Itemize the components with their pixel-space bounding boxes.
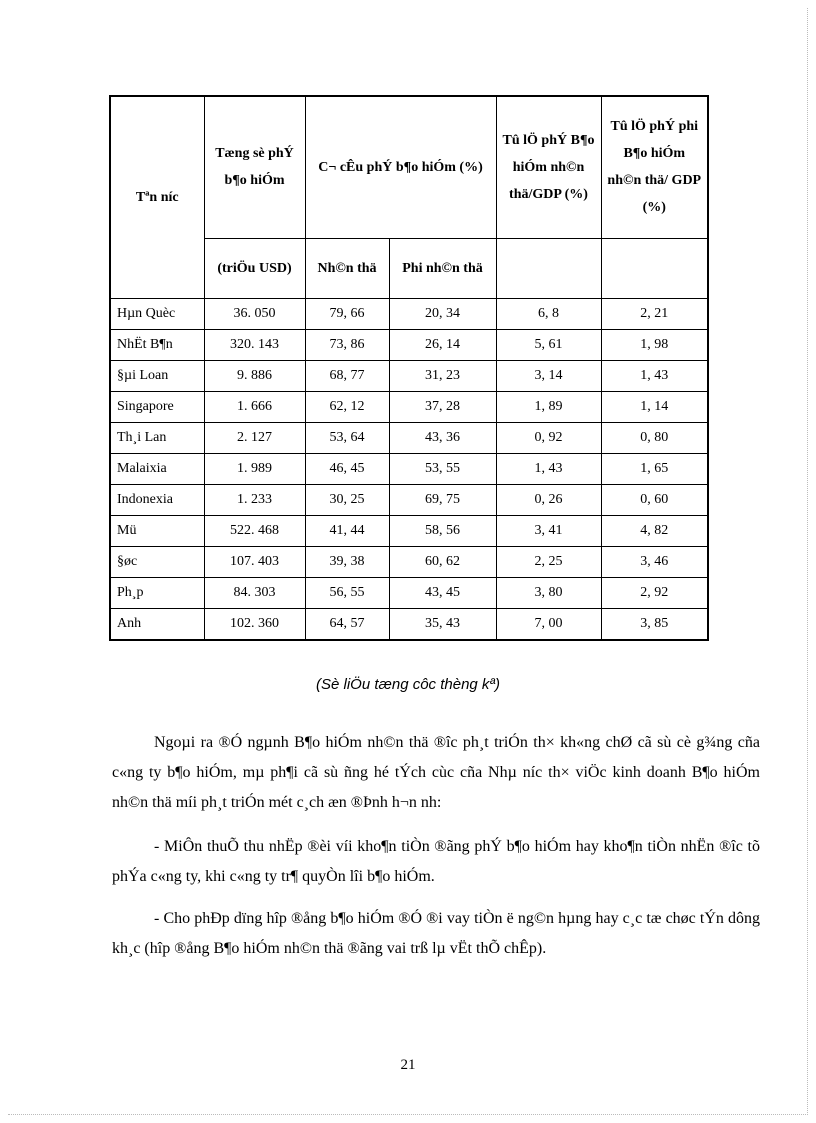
cell-nonlife: 43, 45 (389, 577, 496, 608)
cell-country: Malaixia (110, 453, 204, 484)
cell-nonlife-gdp: 4, 82 (601, 515, 708, 546)
cell-total: 1. 989 (204, 453, 305, 484)
cell-country: §øc (110, 546, 204, 577)
cell-country: Singapore (110, 391, 204, 422)
page-number: 21 (400, 1057, 416, 1073)
table-row (110, 515, 708, 546)
cell-life-gdp: 1, 43 (496, 453, 601, 484)
cell-nonlife: 31, 23 (389, 360, 496, 391)
cell-life-gdp: 0, 92 (496, 422, 601, 453)
cell-nonlife-gdp: 2, 21 (601, 298, 708, 329)
header-life-gdp: Tû lÖ phÝ B¶o hiÓm nh©n thä/GDP (%) (496, 96, 601, 238)
cell-life: 64, 57 (305, 608, 389, 640)
header-life: Nh©n thä (305, 238, 389, 298)
header-total-premium: Tæng sè phÝ b¶o hiÓm (204, 96, 305, 238)
cell-nonlife-gdp: 2, 92 (601, 577, 708, 608)
table-row (110, 422, 708, 453)
cell-nonlife-gdp: 0, 60 (601, 484, 708, 515)
cell-nonlife: 37, 28 (389, 391, 496, 422)
cell-nonlife-gdp: 3, 85 (601, 608, 708, 640)
cell-life: 62, 12 (305, 391, 389, 422)
cell-total: 320. 143 (204, 329, 305, 360)
header-structure: C¬ cÊu phÝ b¶o hiÓm (%) (305, 96, 496, 238)
header-life-gdp-empty (496, 238, 601, 298)
cell-nonlife: 26, 14 (389, 329, 496, 360)
cell-life-gdp: 1, 89 (496, 391, 601, 422)
table-row (110, 453, 708, 484)
table-source-caption: (Sè liÖu tæng côc thèng kª) (316, 676, 500, 693)
cell-nonlife: 69, 75 (389, 484, 496, 515)
cell-country: §µi Loan (110, 360, 204, 391)
cell-nonlife-gdp: 1, 98 (601, 329, 708, 360)
cell-life-gdp: 3, 41 (496, 515, 601, 546)
cell-country: Th¸i Lan (110, 422, 204, 453)
cell-life-gdp: 0, 26 (496, 484, 601, 515)
paragraph: - MiÔn thuÕ thu nhËp ®èi víi kho¶n tiÒn ®ãng phÝ b¶o hiÓm hay kho¶n tiÒn nhËn ®îc tõ phÝa c«ng ty, khi c«ng ty tr¶ quyÒn lîi b¶o hiÓm. (112, 838, 760, 885)
table-row (110, 329, 708, 360)
cell-nonlife: 60, 62 (389, 546, 496, 577)
insurance-premium-table (109, 95, 709, 641)
cell-nonlife: 53, 55 (389, 453, 496, 484)
cell-life-gdp: 5, 61 (496, 329, 601, 360)
cell-total: 9. 886 (204, 360, 305, 391)
paragraph: - Cho phÐp dïng hîp ®ång b¶o hiÓm ®Ó ®i vay tiÒn ë ng©n hµng hay c¸c tæ chøc tÝn dông kh¸c (hîp ®ång B¶o hiÓm nh©n thä ®ãng vai trß lµ vËt thÕ chÊp). (112, 910, 760, 957)
table-row (110, 577, 708, 608)
cell-life-gdp: 3, 80 (496, 577, 601, 608)
table-row (110, 298, 708, 329)
cell-total: 2. 127 (204, 422, 305, 453)
cell-nonlife: 58, 56 (389, 515, 496, 546)
cell-life: 46, 45 (305, 453, 389, 484)
cell-country: Hµn Quèc (110, 298, 204, 329)
cell-nonlife-gdp: 1, 65 (601, 453, 708, 484)
cell-total: 522. 468 (204, 515, 305, 546)
cell-life-gdp: 2, 25 (496, 546, 601, 577)
cell-total: 1. 666 (204, 391, 305, 422)
cell-nonlife-gdp: 0, 80 (601, 422, 708, 453)
cell-life: 73, 86 (305, 329, 389, 360)
cell-country: Ph¸p (110, 577, 204, 608)
cell-total: 36. 050 (204, 298, 305, 329)
table-row (110, 484, 708, 515)
table-row (110, 546, 708, 577)
cell-life: 39, 38 (305, 546, 389, 577)
cell-total: 102. 360 (204, 608, 305, 640)
cell-life: 53, 64 (305, 422, 389, 453)
header-country: Tªn níc (110, 96, 204, 298)
cell-life: 79, 66 (305, 298, 389, 329)
cell-nonlife-gdp: 1, 14 (601, 391, 708, 422)
header-nonlife-gdp: Tû lÖ phÝ phi B¶o hiÓm nh©n thä/ GDP (%) (601, 96, 708, 238)
cell-country: Anh (110, 608, 204, 640)
cell-total: 107. 403 (204, 546, 305, 577)
cell-life: 56, 55 (305, 577, 389, 608)
paragraph: Ngoµi ra ®Ó ngµnh B¶o hiÓm nh©n thä ®îc ph¸t triÓn th× kh«ng chØ cã sù cè g¾ng cña c«ng ty b¶o hiÓm, mµ ph¶i cã sù ñng hé tÝch cùc cña Nhµ níc th× viÖc kinh doanh B¶o hiÓm nh©n thä míi ph¸t triÓn mét c¸ch æn ®Þnh h¬n nh: (112, 734, 760, 811)
cell-nonlife: 43, 36 (389, 422, 496, 453)
cell-life-gdp: 6, 8 (496, 298, 601, 329)
cell-life-gdp: 3, 14 (496, 360, 601, 391)
cell-nonlife-gdp: 3, 46 (601, 546, 708, 577)
table-row (110, 391, 708, 422)
cell-life: 41, 44 (305, 515, 389, 546)
cell-life: 68, 77 (305, 360, 389, 391)
cell-country: Mü (110, 515, 204, 546)
table-row (110, 608, 708, 640)
cell-nonlife: 20, 34 (389, 298, 496, 329)
cell-life-gdp: 7, 00 (496, 608, 601, 640)
header-total-premium-unit: (triÖu USD) (204, 238, 305, 298)
cell-country: Indonexia (110, 484, 204, 515)
cell-nonlife-gdp: 1, 43 (601, 360, 708, 391)
cell-total: 84. 303 (204, 577, 305, 608)
cell-total: 1. 233 (204, 484, 305, 515)
cell-country: NhËt B¶n (110, 329, 204, 360)
header-nonlife-gdp-empty (601, 238, 708, 298)
cell-nonlife: 35, 43 (389, 608, 496, 640)
header-nonlife: Phi nh©n thä (389, 238, 496, 298)
cell-life: 30, 25 (305, 484, 389, 515)
table-row (110, 360, 708, 391)
